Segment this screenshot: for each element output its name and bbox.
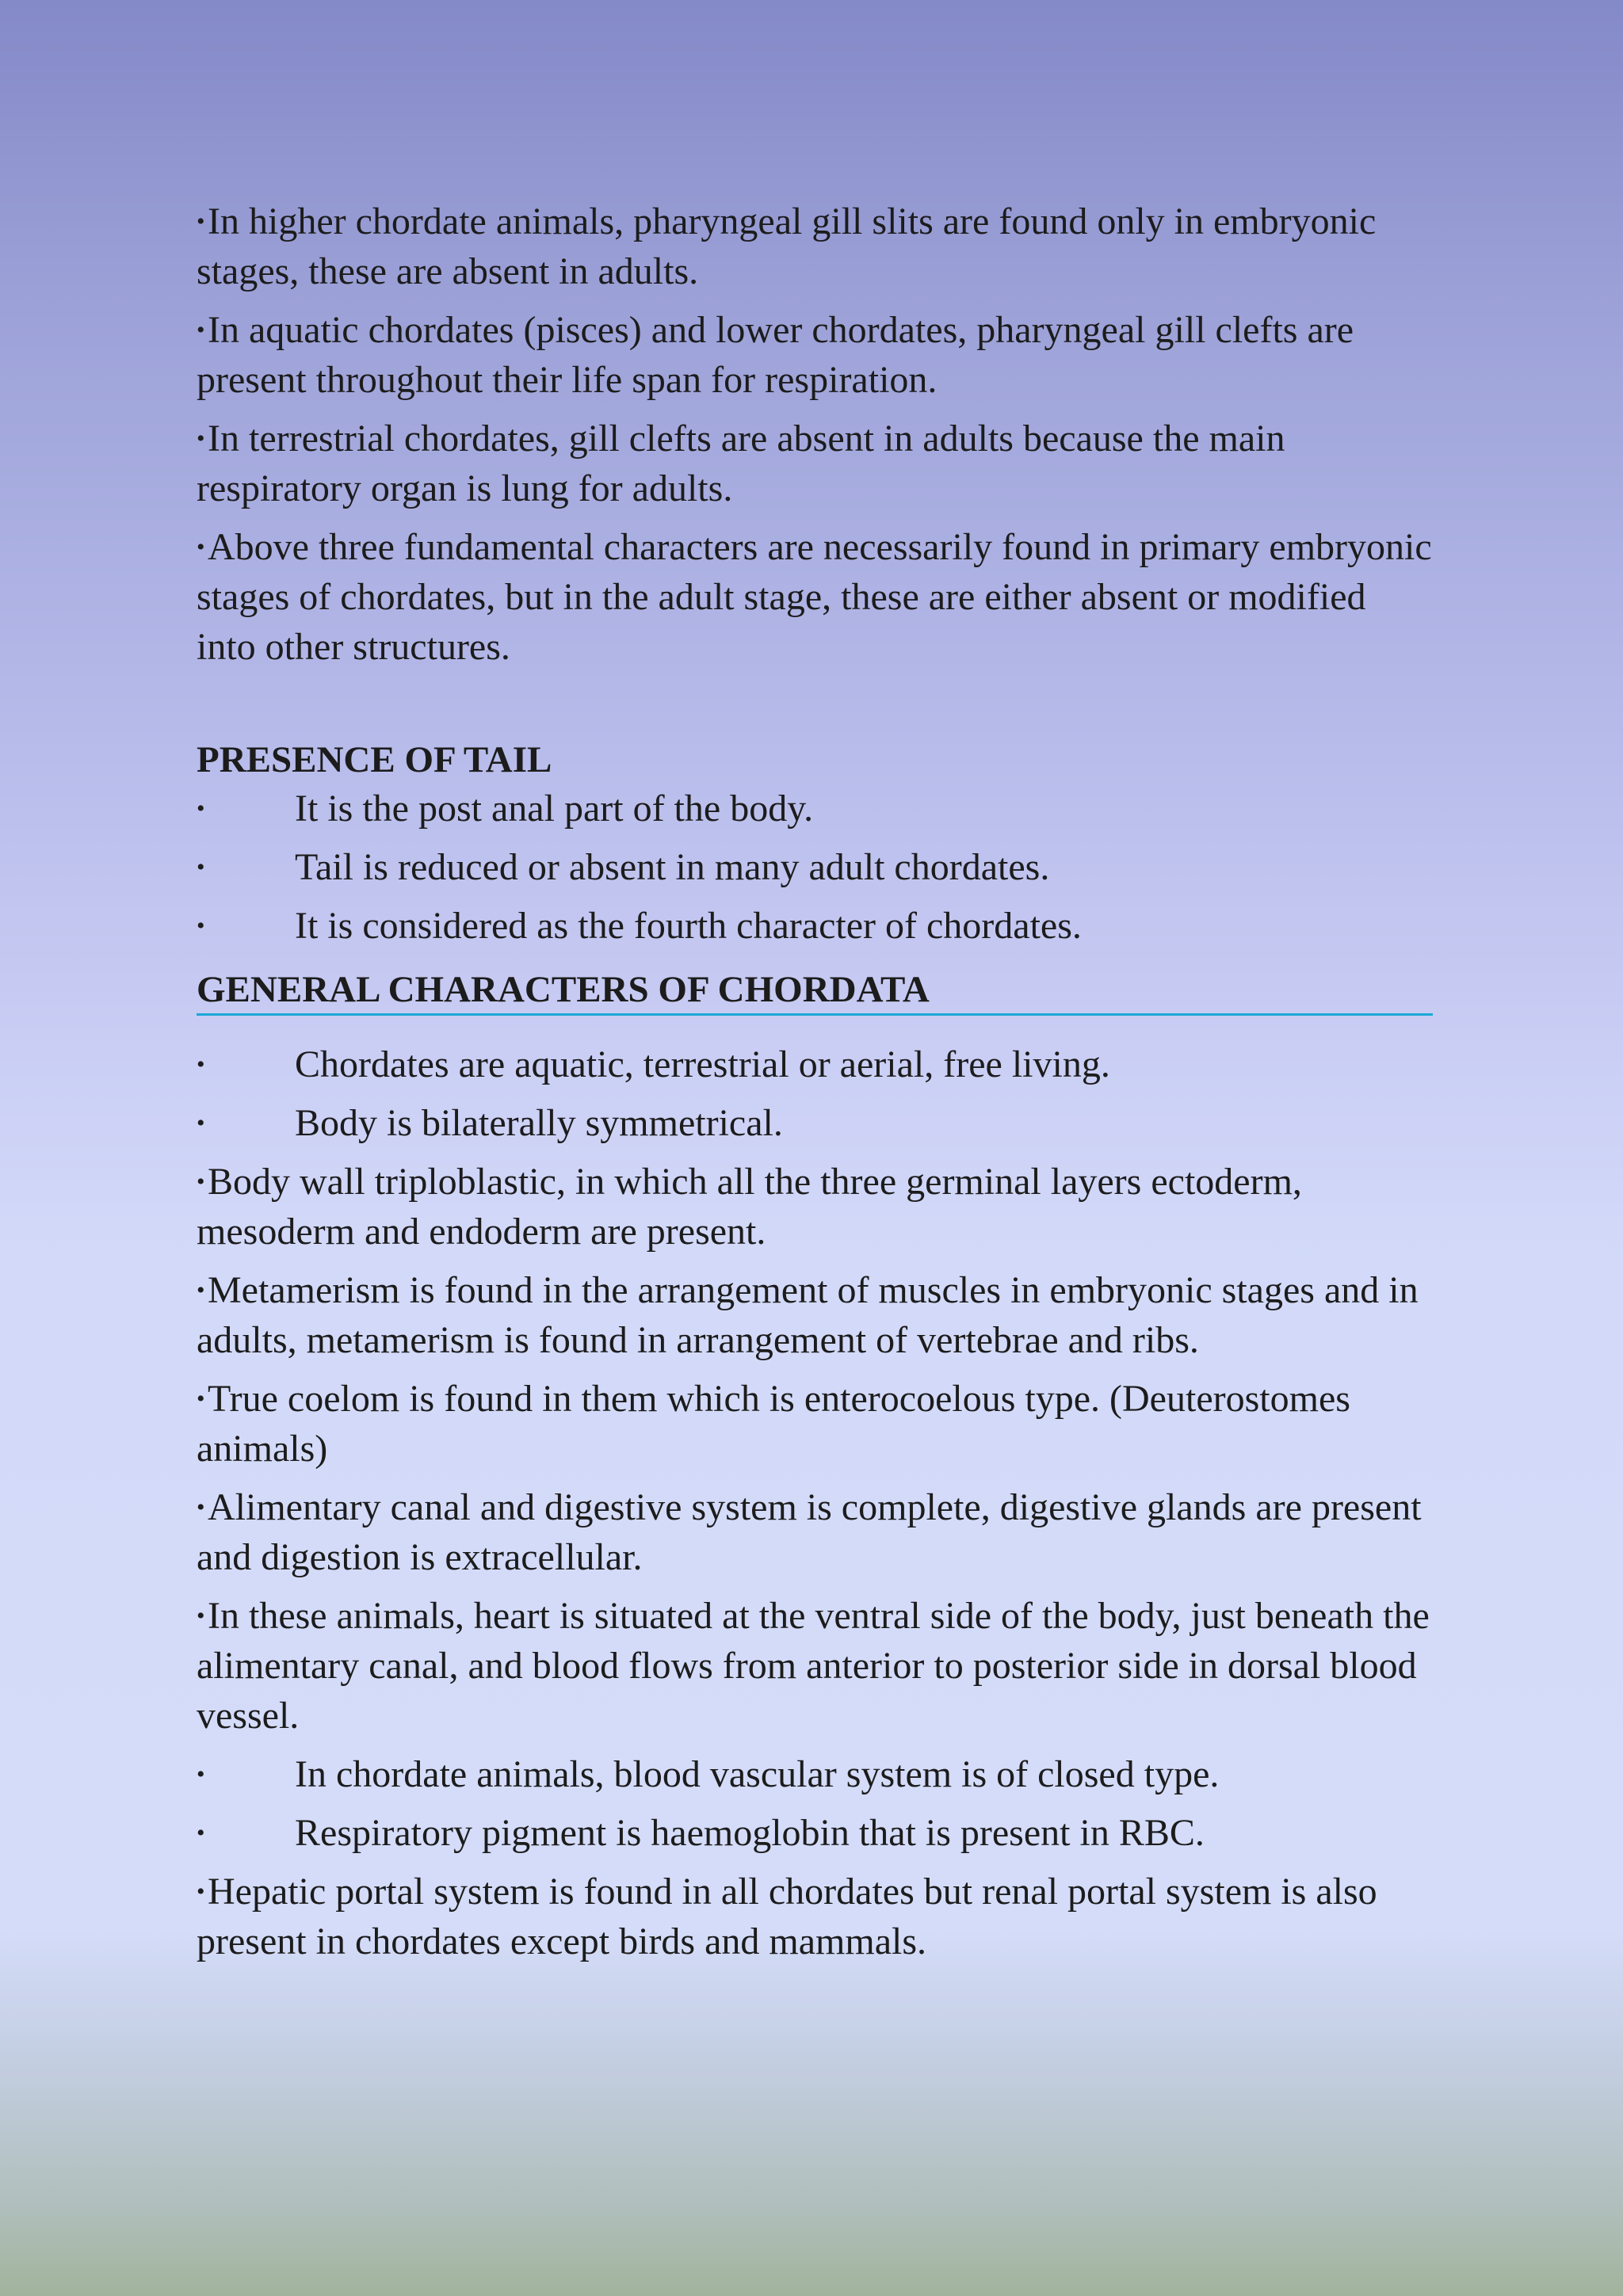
paragraph-text: Body wall triploblastic, in which all the three germinal layers ectoderm, mesoderm and endoderm are present. — [197, 1161, 1302, 1253]
bullet-paragraph — [197, 1482, 1433, 1582]
bullet-dot: • — [197, 1603, 205, 1629]
paragraph-text: Hepatic portal system is found in all chordates but renal portal system is also present in chordates except birds and mammals. — [197, 1871, 1377, 1962]
list-item — [197, 1098, 1433, 1148]
paragraph-text: In these animals, heart is situated at the ventral side of the body, just beneath the alimentary canal, and blood flows from anterior to posterior side in dorsal blood vessel. — [197, 1595, 1430, 1737]
bullet-paragraph — [197, 522, 1433, 672]
bullet-paragraph — [197, 1591, 1433, 1741]
bullet-dot: • — [197, 1277, 205, 1303]
bullet-dot: • — [197, 534, 205, 560]
document-page — [197, 196, 1433, 1975]
paragraph-text: In terrestrial chordates, gill clefts are absent in adults because the main respiratory organ is lung for adults. — [197, 418, 1285, 509]
list-item-text: Chordates are aquatic, terrestrial or aerial, free living. — [295, 1043, 1110, 1085]
list-item — [197, 784, 1433, 833]
bullet-dot: • — [197, 208, 205, 235]
paragraph-text: In aquatic chordates (pisces) and lower chordates, pharyngeal gill clefts are present throughout their life span for respiration. — [197, 309, 1354, 401]
list-item-text: Body is bilaterally symmetrical. — [295, 1102, 783, 1144]
bullet-dot: • — [197, 1051, 205, 1077]
bullet-dot: • — [197, 1494, 205, 1520]
bullet-dot: • — [197, 854, 205, 880]
bullet-paragraph — [197, 1157, 1433, 1257]
list-item-text: In chordate animals, blood vascular system is of closed type. — [295, 1753, 1220, 1795]
bullet-dot: • — [197, 1169, 205, 1195]
list-item — [197, 901, 1433, 951]
bullet-paragraph — [197, 1867, 1433, 1966]
bullet-paragraph — [197, 305, 1433, 405]
bullet-dot: • — [197, 1761, 205, 1787]
bullet-paragraph — [197, 196, 1433, 296]
bullet-dot: • — [197, 1878, 205, 1905]
bullet-dot: • — [197, 317, 205, 343]
paragraph-text: Alimentary canal and digestive system is complete, digestive glands are present and digestion is extracellular. — [197, 1486, 1422, 1578]
list-item-text: It is the post anal part of the body. — [295, 788, 814, 830]
list-item — [197, 842, 1433, 892]
section-heading-tail: PRESENCE OF TAIL — [197, 739, 552, 780]
list-item-text: Respiratory pigment is haemoglobin that is present in RBC. — [295, 1812, 1205, 1854]
bullet-dot: • — [197, 1110, 205, 1136]
section-heading-general: GENERAL CHARACTERS OF CHORDATA — [197, 969, 930, 1010]
paragraph-text: In higher chordate animals, pharyngeal gill slits are found only in embryonic stages, these are absent in adults. — [197, 200, 1377, 292]
heading-underline — [197, 1013, 1433, 1016]
list-item — [197, 1749, 1433, 1799]
paragraph-text: Above three fundamental characters are necessarily found in primary embryonic stages of chordates, but in the adult stage, these are either absent or modified into other structures. — [197, 526, 1432, 668]
list-item-text: Tail is reduced or absent in many adult chordates. — [295, 846, 1050, 888]
bullet-dot: • — [197, 1820, 205, 1846]
paragraph-text: True coelom is found in them which is enterocoelous type. (Deuterostomes animals) — [197, 1378, 1350, 1470]
bullet-dot: • — [197, 795, 205, 822]
bullet-paragraph — [197, 1265, 1433, 1365]
list-item — [197, 1808, 1433, 1858]
bullet-dot: • — [197, 913, 205, 939]
bullet-dot: • — [197, 425, 205, 452]
bullet-paragraph — [197, 1374, 1433, 1474]
bullet-paragraph — [197, 414, 1433, 513]
list-item — [197, 1039, 1433, 1089]
paragraph-text: Metamerism is found in the arrangement of muscles in embryonic stages and in adults, metamerism is found in arrangement of vertebrae and ribs. — [197, 1269, 1419, 1361]
list-item-text: It is considered as the fourth character of chordates. — [295, 905, 1082, 947]
bullet-dot: • — [197, 1386, 205, 1412]
